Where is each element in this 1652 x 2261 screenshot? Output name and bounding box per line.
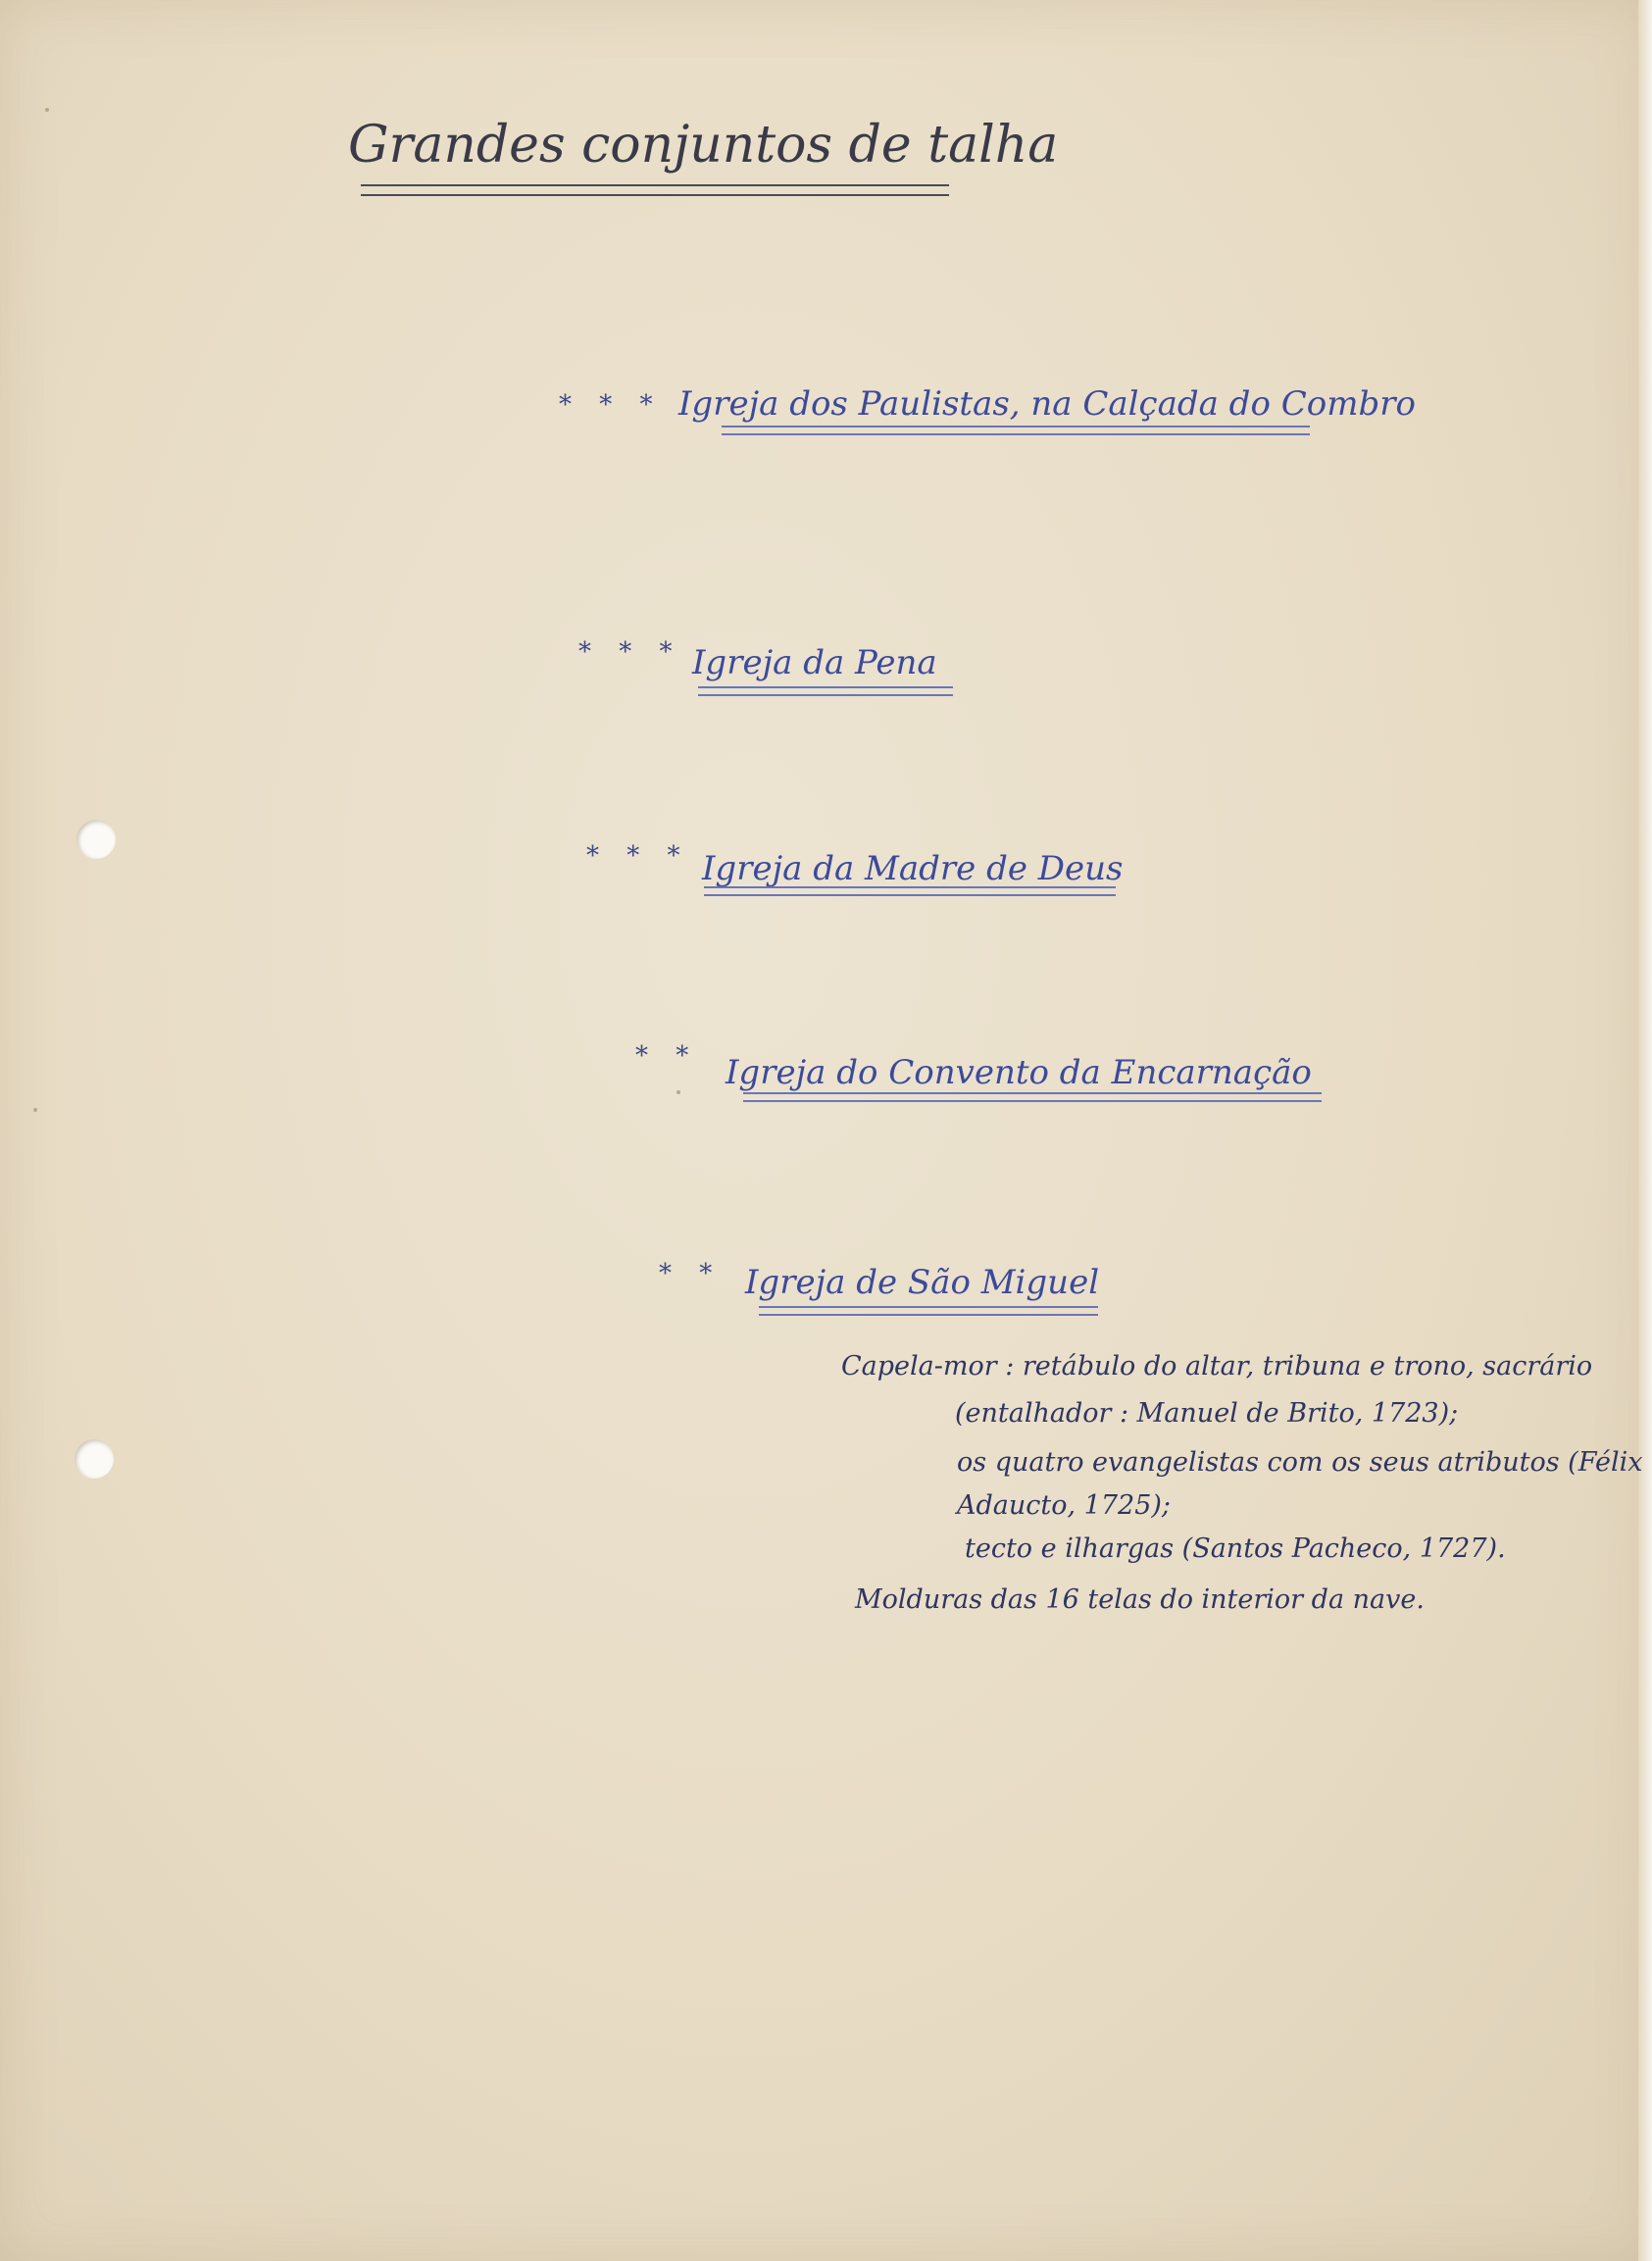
rating-stars: * * *	[586, 841, 690, 871]
note-line: tecto e ilhargas (Santos Pacheco, 1727).	[965, 1533, 1506, 1564]
church-underline	[722, 426, 1310, 435]
church-name: Igreja do Convento da Encarnação	[726, 1053, 1312, 1092]
church-underline	[759, 1306, 1098, 1316]
note-line: (entalhador : Manuel de Brito, 1723);	[955, 1398, 1459, 1429]
rating-stars: * * *	[559, 390, 663, 420]
paper-speck	[33, 1108, 37, 1112]
rating-stars: * * *	[578, 637, 682, 667]
church-underline	[743, 1092, 1322, 1102]
church-underline	[698, 686, 953, 696]
church-name: Igreja da Madre de Deus	[702, 849, 1124, 888]
note-line: Adaucto, 1725);	[957, 1490, 1172, 1521]
church-name: Igreja de São Miguel	[745, 1263, 1100, 1302]
punch-hole-bottom	[75, 1439, 114, 1479]
note-line: Molduras das 16 telas do interior da nave.	[855, 1584, 1425, 1615]
punch-hole-top	[76, 820, 116, 859]
page-edge	[1638, 0, 1652, 2261]
paper-speck	[676, 1090, 680, 1094]
church-name: Igreja dos Paulistas, na Calçada do Combro	[678, 384, 1416, 424]
church-underline	[704, 886, 1116, 896]
title-underline	[361, 184, 949, 196]
church-name: Igreja da Pena	[692, 643, 937, 682]
note-line: os quatro evangelistas com os seus atributos (Félix	[957, 1447, 1643, 1478]
document-title: Grandes conjuntos de talha	[348, 116, 1059, 175]
rating-stars: * *	[659, 1259, 723, 1288]
paper-speck	[45, 108, 49, 112]
note-line: Capela-mor : retábulo do altar, tribuna e trono, sacrário	[841, 1351, 1593, 1382]
rating-stars: * *	[635, 1041, 699, 1071]
